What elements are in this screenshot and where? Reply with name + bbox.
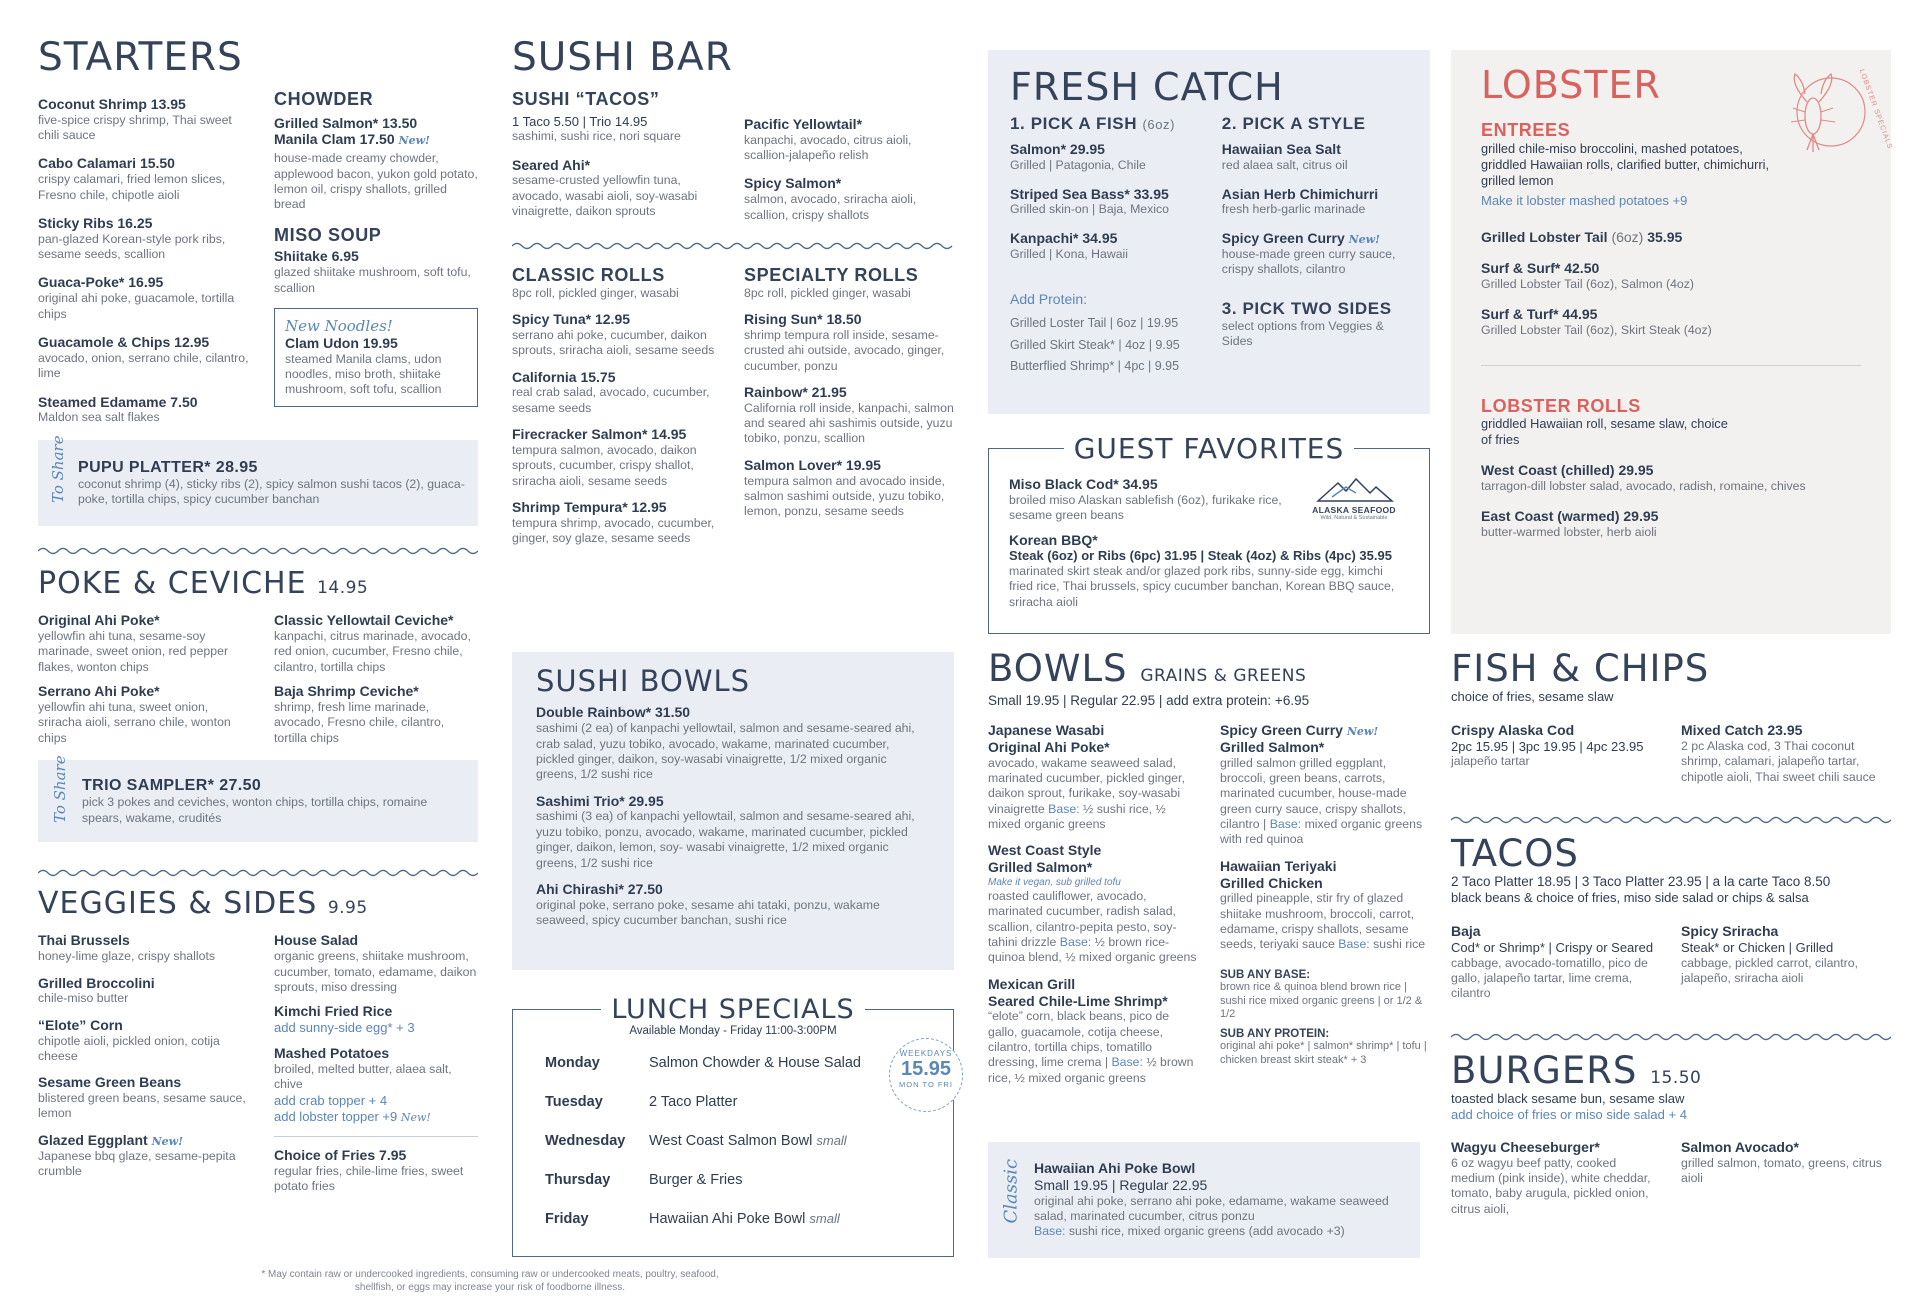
sushi-bowls-title: SUSHI BOWLS bbox=[536, 664, 751, 698]
chowder-desc: house-made creamy chowder, applewood bacon, yukon gold potato, lemon oil, crispy shallots, grilled bread bbox=[274, 151, 478, 212]
column-2 bbox=[512, 35, 954, 546]
menu-item: Choice of Fries 7.95 regular fries, chile-lime fries, sweet potato fries bbox=[274, 1147, 464, 1194]
menu-item: Pacific Yellowtail* kanpachi, avocado, citrus aioli, scallion-jalapeño relish bbox=[744, 115, 912, 163]
menu-item: Spicy Green Curry New! Grilled Salmon* grilled salmon grilled eggplant, broccoli, green beans, carrots, marinated cucumber, house-made green curry sauce, crispy shallots, cilantro | Base: mixed organic greens with red quinoa bbox=[1220, 722, 1423, 847]
menu-item: Glazed Eggplant New! Japanese bbq glaze, sesame-pepita crumble bbox=[38, 1131, 236, 1178]
burgers-title: BURGERS 15.50 bbox=[1451, 1048, 1702, 1092]
menu-item: California 15.75 real crab salad, avocado, cucumber, sesame seeds bbox=[512, 368, 710, 415]
sushi-title: SUSHI BAR bbox=[512, 35, 733, 80]
menu-item: Coconut Shrimp 13.95 five-spice crispy shrimp, Thai sweet chili sauce bbox=[38, 95, 232, 143]
menu-item: Japanese Wasabi Original Ahi Poke* avocado, wakame seaweed salad, marinated cucumber, pickled ginger, daikon sprout, furikake, soy-wasabi vinaigrette Base: ½ sushi rice, ½ mixed organic greens bbox=[988, 722, 1185, 832]
menu-item: Spicy Green Curry New! house-made green curry sauce, crispy shallots, cilantro bbox=[1221, 229, 1396, 276]
menu-item: Crispy Alaska Cod 2pc 15.95 | 3pc 19.95 | 4pc 23.95 jalapeño tartar bbox=[1451, 722, 1644, 769]
menu-item: Mixed Catch 23.95 2 pc Alaska cod, 3 Thai coconut shrimp, calamari, jalapeño tartar, chipotle aioli, Thai sweet chili sauce bbox=[1681, 722, 1876, 784]
footnote: * May contain raw or undercooked ingredients, consuming raw or undercooked meats, poultry, seafood, shellfish, or eggs may increase your risk of foodborne illness. bbox=[261, 1269, 719, 1293]
menu-item: East Coast (warmed) 29.95 butter-warmed lobster, herb aioli bbox=[1481, 508, 1659, 540]
menu-item: Baja Cod* or Shrimp* | Crispy or Seared cabbage, avocado-tomatillo, pico de gallo, jalapeño tartar, lime crema, cilantro bbox=[1451, 923, 1654, 1001]
menu-item: House Salad organic greens, shiitake mushroom, cucumber, tomato, edamame, daikon sprouts, miso dressing bbox=[274, 932, 477, 994]
new-noodles-tag: New Noodles! bbox=[285, 316, 393, 335]
column-1 bbox=[38, 35, 478, 1195]
menu-item: Surf & Surf* 42.50 Grilled Lobster Tail (6oz), Salmon (4oz) bbox=[1481, 260, 1695, 292]
to-share-label: To Share bbox=[49, 435, 67, 503]
add-protein-title: Add Protein: bbox=[1010, 290, 1088, 307]
entrees-title: ENTREES bbox=[1481, 119, 1571, 140]
menu-item: Guaca-Poke* 16.95 original ahi poke, guacamole, tortilla chips bbox=[38, 274, 235, 321]
pupu-platter-panel bbox=[38, 435, 478, 526]
chowder-line-1: Grilled Salmon* 13.50 bbox=[274, 114, 418, 131]
pick-a-style: 2. PICK A STYLE Hawaiian Sea Salt red alaea salt, citrus oil Asian Herb Chimichurri fresh herb-garlic marinade Spicy Green Curry New! house-made green curry sauce, crispy shallots, cilantro 3. PICK TWO SIDES select options from Veggies & Sides bbox=[1222, 114, 1408, 375]
menu-item: Kimchi Fried Rice add sunny-side egg* + 3 bbox=[274, 1003, 415, 1036]
menu-item: Rainbow* 21.95 California roll inside, kanpachi, salmon and seared ahi sashimis outside, yuzu tobiko, ponzu, scallion bbox=[744, 383, 954, 446]
menu-item: Korean BBQ* Steak (6oz) or Ribs (6pc) 31.95 | Steak (4oz) & Ribs (4pc) 35.95 marinated skirt steak and/or glazed pork ribs, sunny-side egg, kimchi fried rice, Thai brussels, spicy cucumber banchan, Korean BBQ sauce, sriracha aioli bbox=[1009, 531, 1395, 609]
menu-item: Mashed Potatoes broiled, melted butter, alaea salt, chive add crab topper + 4 add lobster topper +9 New! bbox=[274, 1044, 452, 1125]
lunch-row: Monday Salmon Chowder & House Salad bbox=[545, 1054, 861, 1071]
wave-divider bbox=[512, 241, 954, 251]
menu-item: Hawaiian Teriyaki Grilled Chicken grilled pineapple, stir fry of glazed shiitake mushroom, broccoli, carrot, edamame, crispy shallots, sesame seeds, teriyaki sauce Base: sushi rice bbox=[1220, 857, 1426, 952]
menu-item: Classic Yellowtail Ceviche* kanpachi, citrus marinade, avocado, red onion, cucumber, Fresno chile, cilantro, tortilla chips bbox=[274, 612, 471, 674]
lunch-sub: Available Monday - Friday 11:00-3:00PM bbox=[629, 1025, 837, 1037]
menu-item: Spicy Tuna* 12.95 serrano ahi poke, cucumber, daikon sprouts, sriracha aioli, sesame seeds bbox=[512, 311, 715, 358]
sub-any-base: SUB ANY BASE: brown rice & quinoa blend brown rice | sushi rice mixed organic greens | or 1/2 & 1/2 bbox=[1220, 968, 1423, 1021]
menu-item: Original Ahi Poke* yellowfin ahi tuna, sesame-soy marinade, sweet onion, red pepper flakes, wonton chips bbox=[38, 612, 229, 674]
sushi-tacos-desc: sashimi, sushi rice, nori square bbox=[512, 129, 681, 144]
lunch-row: Friday Hawaiian Ahi Poke Bowl small bbox=[545, 1210, 840, 1227]
wave-divider bbox=[38, 546, 478, 556]
lobster-rolls-title: LOBSTER ROLLS bbox=[1481, 395, 1641, 416]
lunch-rows bbox=[545, 1043, 921, 1238]
menu-item: Shrimp Tempura* 12.95 tempura shrimp, avocado, cucumber, ginger, soy glaze, sesame seeds bbox=[512, 498, 715, 546]
miso-name: Shiitake 6.95 bbox=[274, 248, 359, 265]
classic-poke-bowl-panel: Classic Hawaiian Ahi Poke Bowl Small 19.95 | Regular 22.95 original ahi poke, serrano ahi poke, edamame, wakame seaweed salad, marinated cucumber, citrus ponzu Base: sushi rice, mixed organic greens (add avocado +3) bbox=[988, 1142, 1420, 1258]
menu-item: Spicy Sriracha Steak* or Chicken | Grilled cabbage, pickled carrot, cilantro, jalapeño, sriracha aioli bbox=[1681, 923, 1859, 985]
wave-divider bbox=[1451, 1032, 1891, 1042]
chowder-title: CHOWDER bbox=[274, 88, 374, 109]
starters-title: STARTERS bbox=[38, 35, 243, 80]
menu-item: Salmon Lover* 19.95 tempura salmon and avocado inside, salmon sashimi outside, yuzu tobiko, lemon, ponzu, sesame seeds bbox=[744, 456, 945, 519]
menu-item: Spicy Salmon* salmon, avocado, sriracha aioli, scallion, crispy shallots bbox=[744, 175, 917, 222]
menu-item: Grilled Broccolini chile-miso butter bbox=[38, 974, 155, 1006]
menu-item: Sashimi Trio* 29.95 sashimi (3 ea) of kanpachi yellowtail, salmon and sesame-seared ahi, yuzu tobiko, ponzu, avocado, wakame, marinated cucumber, pickled ginger, daikon, lemon, soy- wasabi vinaigrette, 1/2 mixed organic greens, 1/2 sushi rice bbox=[536, 792, 915, 870]
tacos-title: TACOS bbox=[1451, 831, 1579, 875]
pupu-desc: coconut shrimp (4), sticky ribs (2), spicy salmon sushi tacos (2), guaca-poke, tortilla chips, spicy cucumber banchan bbox=[78, 476, 465, 507]
menu-item: Serrano Ahi Poke* yellowfin ahi tuna, sweet onion, sriracha aioli, serrano chile, wonton chips bbox=[38, 683, 231, 745]
menu-item: Ahi Chirashi* 27.50 original poke, serrano poke, sesame ahi tataki, ponzu, wakame seaweed, spicy cucumber banchan, sushi rice bbox=[536, 880, 880, 928]
alaska-seafood-logo: ALASKA SEAFOOD Wild, Natural & Sustainable bbox=[1299, 469, 1409, 524]
menu-item: Sticky Ribs 16.25 pan-glazed Korean-style pork ribs, sesame seeds, scallion bbox=[38, 214, 226, 262]
lobster-title: LOBSTER bbox=[1481, 63, 1661, 107]
lunch-row: Tuesday 2 Taco Platter bbox=[545, 1093, 738, 1110]
pick-a-fish: 1. PICK A FISH (6oz) Salmon* 29.95 Grilled | Patagonia, Chile Striped Sea Bass* 33.95 Grilled skin-on | Baja, Mexico Kanpachi* 34.95 Grilled | Kona, Hawaii Add Protein: Grilled Loster Tail | 6oz | 19.95 Grilled Skirt Steak* | 4oz | 9.95 Butterflied Shrimp* | 4pc | 9.95 bbox=[1010, 114, 1204, 375]
lunch-row: Wednesday West Coast Salmon Bowl small bbox=[545, 1132, 847, 1149]
menu-item: Salmon* 29.95 Grilled | Patagonia, Chile bbox=[1010, 141, 1146, 173]
menu-item: Baja Shrimp Ceviche* shrimp, fresh lime marinade, avocado, Fresno chile, cilantro, tortilla chips bbox=[274, 683, 445, 745]
column-4-lower: FISH & CHIPS choice of fries, sesame slaw Crispy Alaska Cod 2pc 15.95 | 3pc 19.95 | 4pc 23.95 jalapeño tartar Mixed Catch 23.95 2 pc Alaska cod, 3 Thai coconut shrimp, calamari, jalapeño tartar, chipotle aioli, Thai sweet chili sauce TACOS 2 Taco Platter 18.95 | 3 Taco Platter 23.95 | a la carte Taco 8.50 black beans & choice of fries, miso side salad or chips & salsa Baja Cod* or Shrimp* | Crispy or Seared cabbage, avocado-tomatillo, pico de gallo, jalapeño tartar, lime crema, cilantro Spicy Sriracha Steak* or Chicken | Grilled cabbage, pickled carrot, cilantro, jalapeño, sriracha aioli BURGERS 15.50 toasted black sesame bun, sesame slaw add choice of fries or miso side salad + 4 Wagyu Cheeseburger* 6 oz wagyu beef patty, cooked medium (pink inside), white cheddar, tomato, baby arugula, pickled onion, citrus aioli, Salmon Avocado* grilled salmon, tomato, greens, citrus aioli bbox=[1451, 650, 1891, 1217]
clam-udon-desc: steamed Manila clams, udon noodles, miso broth, shiitake mushroom, soft tofu, scallion bbox=[285, 351, 442, 397]
menu-item: Thai Brussels honey-lime glaze, crispy shallots bbox=[38, 932, 216, 964]
menu-item: Sesame Green Beans blistered green beans, sesame sauce, lemon bbox=[38, 1074, 246, 1121]
lunch-title: LUNCH SPECIALS bbox=[601, 994, 864, 1025]
sushi-tacos-title: SUSHI “TACOS” bbox=[512, 88, 660, 109]
menu-item: Striped Sea Bass* 33.95 Grilled skin-on | Baja, Mexico bbox=[1010, 185, 1170, 217]
menu-item: Surf & Turf* 44.95 Grilled Lobster Tail (6oz), Skirt Steak (4oz) bbox=[1481, 306, 1712, 338]
menu-item: Cabo Calamari 15.50 crispy calamari, fried lemon slices, Fresno chile, chipotle aioli bbox=[38, 155, 226, 202]
clam-udon-name: Clam Udon 19.95 bbox=[285, 334, 398, 351]
chowder-line-2: Manila Clam 17.50 New! bbox=[274, 131, 430, 148]
sushi-bowls-panel bbox=[512, 652, 954, 970]
miso-desc: glazed shiitake mushroom, soft tofu, scallion bbox=[274, 265, 471, 295]
menu-item: Kanpachi* 34.95 Grilled | Kona, Hawaii bbox=[1010, 229, 1129, 261]
veggies-title: VEGGIES & SIDES 9.95 bbox=[38, 885, 368, 921]
menu-item: Guacamole & Chips 12.95 avocado, onion, serrano chile, cilantro, lime bbox=[38, 334, 249, 381]
pupu-name: PUPU PLATTER* 28.95 bbox=[78, 458, 258, 476]
bowls-price-line: Small 19.95 | Regular 22.95 | add extra protein: +6.95 bbox=[988, 692, 1310, 708]
tacos-line: 2 Taco Platter 18.95 | 3 Taco Platter 23.95 | a la carte Taco 8.50 bbox=[1451, 873, 1831, 889]
trio-desc: pick 3 pokes and ceviches, wonton chips, tortilla chips, romaine spears, wakame, crudités bbox=[82, 795, 428, 825]
fresh-catch-panel bbox=[988, 50, 1430, 414]
poke-title: POKE & CEVICHE 14.95 bbox=[38, 565, 369, 601]
classic-rolls: CLASSIC ROLLS 8pc roll, pickled ginger, wasabi Spicy Tuna* 12.95 serrano ahi poke, cucumber, daikon sprouts, sriracha aioli, sesame seeds California 15.75 real crab salad, avocado, cucumber, sesame seeds Firecracker Salmon* 14.95 tempura salmon, avocado, daikon sprouts, cucumber, crispy shallot, sriracha aioli, sesame seeds Shrimp Tempura* 12.95 tempura shrimp, avocado, cucumber, ginger, soy glaze, sesame seeds bbox=[512, 265, 722, 546]
menu-item: Firecracker Salmon* 14.95 tempura salmon, avocado, daikon sprouts, cucumber, crispy shallot, sriracha aioli, sesame seeds bbox=[512, 426, 697, 488]
guest-favorites-box bbox=[988, 432, 1430, 634]
weekday-price-stamp: WEEKDAYS 15.95 MON TO FRI bbox=[889, 1038, 963, 1112]
lobster-specials-stamp: LOBSTER SPECIALS bbox=[1769, 66, 1869, 166]
lunch-row: Thursday Burger & Fries bbox=[545, 1171, 743, 1188]
menu-item: West Coast Style Grilled Salmon* Make it vegan, sub grilled tofu roasted cauliflower, avocado, marinated cucumber, radish salad, scallion, cilantro-pepita pesto, soy- tahini drizzle Base: ½ brown rice-quinoa blend, ½ mixed organic greens bbox=[988, 842, 1197, 965]
menu-item: Miso Black Cod* 34.95 broiled miso Alaskan sablefish (6oz), furikake rice, sesame green beans bbox=[1009, 476, 1282, 523]
lunch-specials-box bbox=[512, 994, 954, 1257]
menu-item: Wagyu Cheeseburger* 6 oz wagyu beef patty, cooked medium (pink inside), white cheddar, tomato, baby arugula, pickled onion, citrus aioli, bbox=[1451, 1138, 1651, 1216]
bowls-section: BOWLS GRAINS & GREENS Small 19.95 | Regular 22.95 | add extra protein: +6.95 Japanese Wasabi Original Ahi Poke* avocado, wakame seaweed salad, marinated cucumber, pickled ginger, daikon sprout, furikake, soy-wasabi vinaigrette Base: ½ sushi rice, ½ mixed organic greens West Coast Style Grilled Salmon* Make it vegan, sub grilled tofu roasted cauliflower, avocado, marinated cucumber, radish salad, scallion, cilantro-pepita pesto, soy- tahini drizzle Base: ½ brown rice-quinoa blend, ½ mixed organic greens Mexican Grill Seared Chile-Lime Shrimp* “elote” corn, black beans, pico de gallo, guacamole, cotija cheese, cilantro, tortilla chips, tomatillo dressing, lime crema | Base: ½ brown rice, ½ mixed organic greens Spicy Green Curry New! Grilled Salmon* grilled salmon grilled eggplant, broccoli, green beans, carrots, marinated cucumber, house-made green curry sauce, crispy shallots, cilantro | Base: mixed organic greens with red quinoa Hawaiian Teriyaki Grilled Chicken grilled pineapple, stir fry of glazed shiitake mushroom, broccoli, carrot, edamame, crispy shallots, sesame seeds, teriyaki sauce Base: sushi rice SUB ANY BASE: brown rice & quinoa blend brown rice | sushi rice mixed organic greens | or 1/2 & 1/2 SUB ANY PROTEIN: original ahi poke* | salmon* shrimp* | tofu | chicken breast skirt steak* + 3 bbox=[988, 650, 1430, 1086]
menu-item: Mexican Grill Seared Chile-Lime Shrimp* “elote” corn, black beans, pico de gallo, guacamole, cotija cheese, cilantro, tortilla chips, tomatillo dressing, lime crema | Base: ½ brown rice, ½ mixed organic greens bbox=[988, 975, 1194, 1085]
starters-list bbox=[38, 89, 254, 426]
wave-divider bbox=[1451, 815, 1891, 825]
menu-item: Asian Herb Chimichurri fresh herb-garlic marinade bbox=[1221, 185, 1379, 217]
new-noodles-box bbox=[274, 308, 478, 407]
menu-item: Seared Ahi* sesame-crusted yellowfin tuna, avocado, wasabi aioli, soy-wasabi vinaigrette, daikon sprouts bbox=[512, 156, 698, 219]
trio-name: TRIO SAMPLER* 27.50 bbox=[82, 776, 262, 794]
wave-divider bbox=[38, 868, 478, 878]
miso-title: MISO SOUP bbox=[274, 224, 382, 245]
menu-item: Double Rainbow* 31.50 sashimi (2 ea) of kanpachi yellowtail, salmon and sesame-seared ahi, crab salad, yuzu tobiko, avocado, wakame, marinated cucumber, pickled ginger, daikon, soy-wasabi vinaigrette, 1/2 mixed organic greens, 1/2 sushi rice bbox=[536, 704, 915, 782]
trio-sampler-panel bbox=[38, 755, 478, 842]
classic-label: Classic bbox=[1000, 1158, 1022, 1223]
sushi-tacos-line: 1 Taco 5.50 | Trio 14.95 bbox=[512, 113, 648, 129]
menu-item: Rising Sun* 18.50 shrimp tempura roll inside, sesame-crusted ahi outside, avocado, ginger, cucumber, ponzu bbox=[744, 311, 945, 373]
menu-item: Grilled Lobster Tail (6oz) 35.95 bbox=[1481, 229, 1683, 246]
sub-any-protein: SUB ANY PROTEIN: original ahi poke* | salmon* shrimp* | tofu | chicken breast skirt steak* + 3 bbox=[1220, 1028, 1427, 1066]
menu-item: “Elote” Corn chipotle aioli, pickled onion, cotija cheese bbox=[38, 1016, 220, 1063]
lobster-panel: LOBSTER LOBSTER SPECIALS ENTREES grilled chile-miso broccolini, mashed potatoes, griddled Hawaiian rolls, clarified butter, chimichurri, grilled lemon Make it lobster mashed potatoes +9 Grilled Lobster Tail (6oz) 35.95 Surf & Surf* 42.50 Grilled Lobster Tail (6oz), Salmon (4oz) Surf & Turf* 44.95 Grilled Lobster Tail (6oz), Skirt Steak (4oz) LOBSTER ROLLS griddled Hawaiian roll, sesame slaw, choice of fries West Coast (chilled) 29.95 tarragon-dill lobster salad, avocado, radish, romaine, chives East Coast (warmed) 29.95 butter-warmed lobster, herb aioli bbox=[1451, 50, 1891, 634]
fish-chips-title: FISH & CHIPS bbox=[1451, 647, 1710, 690]
menu-item: Steamed Edamame 7.50 Maldon sea salt flakes bbox=[38, 393, 198, 425]
menu-item: West Coast (chilled) 29.95 tarragon-dill lobster salad, avocado, radish, romaine, chives bbox=[1481, 462, 1806, 493]
guest-title: GUEST FAVORITES bbox=[1064, 432, 1355, 465]
fresh-catch-title: FRESH CATCH bbox=[1010, 65, 1284, 109]
specialty-rolls: SPECIALTY ROLLS 8pc roll, pickled ginger, wasabi Rising Sun* 18.50 shrimp tempura roll inside, sesame-crusted ahi outside, avocado, ginger, cucumber, ponzu Rainbow* 21.95 California roll inside, kanpachi, salmon and seared ahi sashimis outside, yuzu tobiko, ponzu, scallion Salmon Lover* 19.95 tempura salmon and avocado inside, salmon sashimi outside, yuzu tobiko, lemon, ponzu, sesame seeds bbox=[744, 264, 954, 519]
menu-item: Salmon Avocado* grilled salmon, tomato, greens, citrus aioli bbox=[1681, 1138, 1882, 1185]
to-share-label: To Share bbox=[51, 755, 69, 823]
lobster-icon bbox=[1769, 66, 1869, 166]
menu-item: Hawaiian Sea Salt red alaea salt, citrus oil bbox=[1221, 141, 1348, 173]
